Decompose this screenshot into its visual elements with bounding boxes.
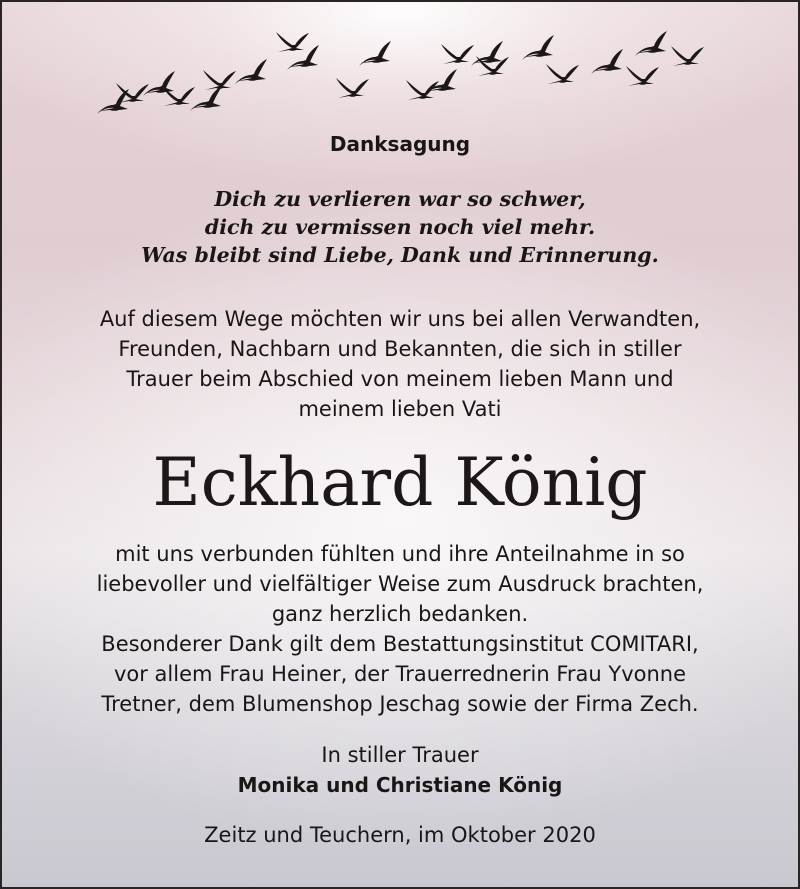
intro-paragraph: [2, 304, 798, 424]
intro-line: meinem lieben Vati: [298, 397, 502, 421]
signoff: [2, 740, 798, 800]
thanks-paragraph: [2, 539, 798, 719]
thanks-line: Besonderer Dank gilt dem Bestattungsinstitut COMITARI,: [101, 632, 699, 656]
intro-line: Freunden, Nachbarn und Bekannten, die sich in stiller: [118, 337, 682, 361]
place-date: Zeitz und Teuchern, im Oktober 2020: [204, 823, 596, 847]
deceased-name: Eckhard König: [152, 444, 648, 521]
verse-line: Was bleibt sind Liebe, Dank und Erinnerung.: [141, 243, 659, 267]
signoff-line: In stiller Trauer: [321, 743, 479, 767]
thanks-line: liebevoller und vielfältiger Weise zum Ausdruck brachten,: [96, 572, 704, 596]
verse-line: Dich zu verlieren war so schwer,: [214, 187, 586, 211]
notice-heading: Danksagung: [329, 132, 471, 156]
flying-birds-icon: [2, 2, 798, 132]
intro-line: Auf diesem Wege möchten wir uns bei allen Verwandten,: [99, 307, 701, 331]
intro-line: Trauer beim Abschied von meinem lieben Mann und: [126, 367, 674, 391]
thanks-line: vor allem Frau Heiner, der Trauerrednerin Frau Yvonne: [113, 662, 687, 686]
mourner-names: Monika und Christiane König: [237, 773, 563, 797]
thanks-line: Tretner, dem Blumenshop Jeschag sowie der Firma Zech.: [101, 692, 699, 716]
thanks-line: ganz herzlich bedanken.: [271, 602, 529, 626]
thanks-line: mit uns verbunden fühlten und ihre Anteilnahme in so: [115, 542, 685, 566]
memorial-verse: [2, 185, 798, 269]
verse-line: dich zu vermissen noch viel mehr.: [204, 215, 596, 239]
